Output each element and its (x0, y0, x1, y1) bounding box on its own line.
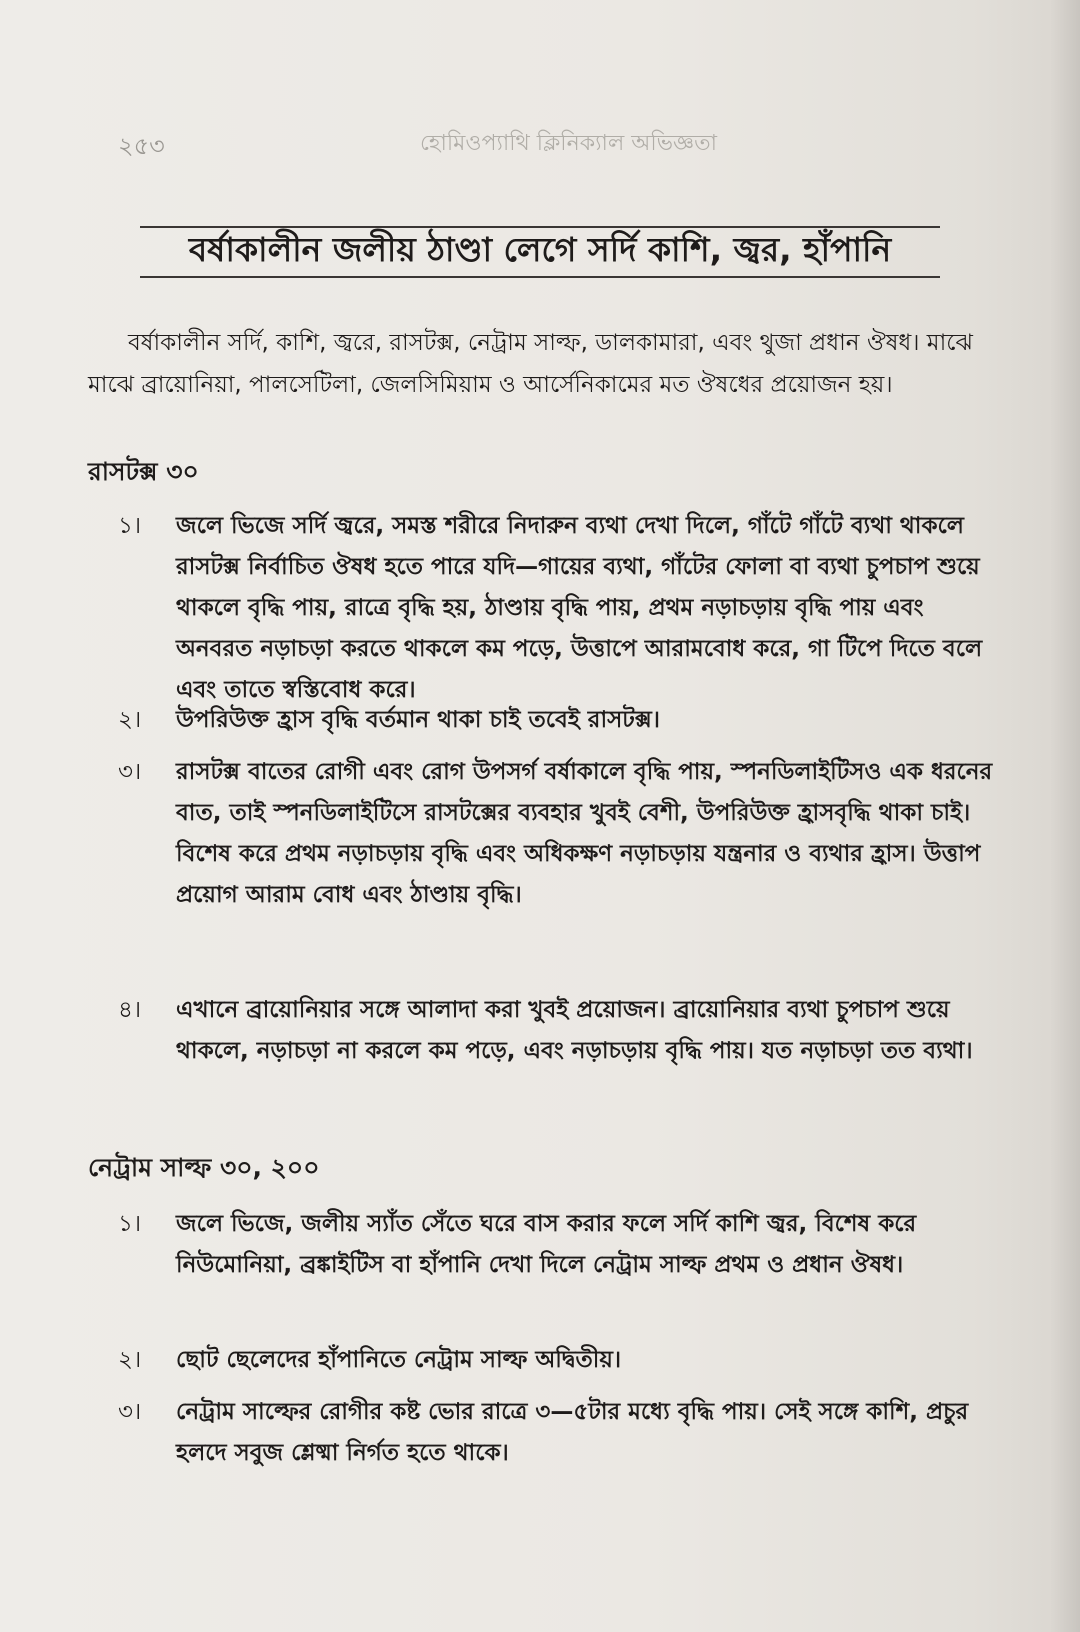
page-edge-shadow (1050, 0, 1080, 1632)
item-number: ১। (118, 1211, 142, 1237)
page-number: ২৫৩ (118, 132, 165, 160)
list-item (118, 1392, 998, 1474)
item-text: এখানে ব্রায়োনিয়ার সঙ্গে আলাদা করা খুবই প্রয়োজন। ব্রায়োনিয়ার ব্যথা চুপচাপ শুয়ে থাকলে, নড়াচড়া না করলে কম পড়ে, এবং নড়াচড়ায় বৃদ্ধি পায়। যত নড়াচড়া তত ব্যথা। (176, 997, 973, 1064)
list-item (118, 752, 998, 916)
item-text: রাসটক্স বাতের রোগী এবং রোগ উপসর্গ বর্ষাকালে বৃদ্ধি পায়, স্পনডিলাইটিসও এক ধরনের বাত, তাই স্পনডিলাইটিসে রাসটক্সের ব্যবহার খুবই বেশী, উপরিউক্ত হ্রাসবৃদ্ধি থাকা চাই। বিশেষ করে প্রথম নড়াচড়ায় বৃদ্ধি এবং অধিকক্ষণ নড়াচড়ায় যন্ত্রনার ও ব্যথার হ্রাস। উত্তাপ প্রয়োগ আরাম বোধ এবং ঠাণ্ডায় বৃদ্ধি। (176, 759, 993, 908)
item-number: ৩। (118, 759, 142, 785)
item-number: ২। (118, 707, 142, 733)
item-number: ৩। (118, 1399, 142, 1425)
item-number: ২। (118, 1347, 142, 1373)
list-item (118, 1204, 998, 1286)
item-number: ৪। (118, 997, 142, 1023)
item-text: উপরিউক্ত হ্রাস বৃদ্ধি বর্তমান থাকা চাই তবেই রাসটক্স। (176, 707, 660, 733)
chapter-title (140, 226, 940, 278)
list-item (118, 700, 998, 741)
running-header: হোমিওপ্যাথি ক্লিনিক্যাল অভিজ্ঞতা (420, 131, 717, 156)
item-number: ১। (118, 513, 142, 539)
intro-paragraph: বর্ষাকালীন সর্দি, কাশি, জ্বরে, রাসটক্স, নেট্রাম সাল্ফ, ডালকামারা, এবং থুজা প্রধান ঔষধ। মাঝে মাঝে ব্রায়োনিয়া, পালসেটিলা, জেলসিমিয়াম ও আর্সেনিকামের মত ঔষধের প্রয়োজন হয়। (88, 330, 973, 398)
item-text: জলে ভিজে, জলীয় স্যাঁত সেঁতে ঘরে বাস করার ফলে সর্দি কাশি জ্বর, বিশেষ করে নিউমোনিয়া, ব্রঙ্কাইটিস বা হাঁপানি দেখা দিলে নেট্রাম সাল্ফ প্রথম ও প্রধান ঔষধ। (176, 1211, 917, 1278)
chapter-title-text: বর্ষাকালীন জলীয় ঠাণ্ডা লেগে সর্দি কাশি, জ্বর, হাঁপানি (188, 230, 892, 269)
section-heading-rhus-tox: রাসটক্স ৩০ (88, 457, 199, 486)
item-text: জলে ভিজে সর্দি জ্বরে, সমস্ত শরীরে নিদারুন ব্যথা দেখা দিলে, গাঁটে গাঁটে ব্যথা থাকলে রাসটক্স নির্বাচিত ঔষধ হতে পারে যদি—গায়ের ব্যথা, গাঁটের ফোলা বা ব্যথা চুপচাপ শুয়ে থাকলে বৃদ্ধি পায়, রাত্রে বৃদ্ধি হয়, ঠাণ্ডায় বৃদ্ধি পায়, প্রথম নড়াচড়ায় বৃদ্ধি পায় এবং অনবরত নড়াচড়া করতে থাকলে কম পড়ে, উত্তাপে আরামবোধ করে, গা টিপে দিতে বলে এবং তাতে স্বস্তিবোধ করে। (176, 513, 983, 703)
item-text: ছোট ছেলেদের হাঁপানিতে নেট্রাম সাল্ফ অদ্বিতীয়। (176, 1347, 622, 1373)
list-item (118, 1340, 998, 1381)
list-item (118, 506, 998, 711)
section-heading-natrum-sulph: নেট্রাম সাল্ফ ৩০, ২০০ (88, 1153, 320, 1182)
list-item (118, 990, 998, 1072)
item-text: নেট্রাম সাল্ফের রোগীর কষ্ট ভোর রাত্রে ৩—৫টার মধ্যে বৃদ্ধি পায়। সেই সঙ্গে কাশি, প্রচুর হলদে সবুজ শ্লেষ্মা নির্গত হতে থাকে। (176, 1399, 969, 1466)
